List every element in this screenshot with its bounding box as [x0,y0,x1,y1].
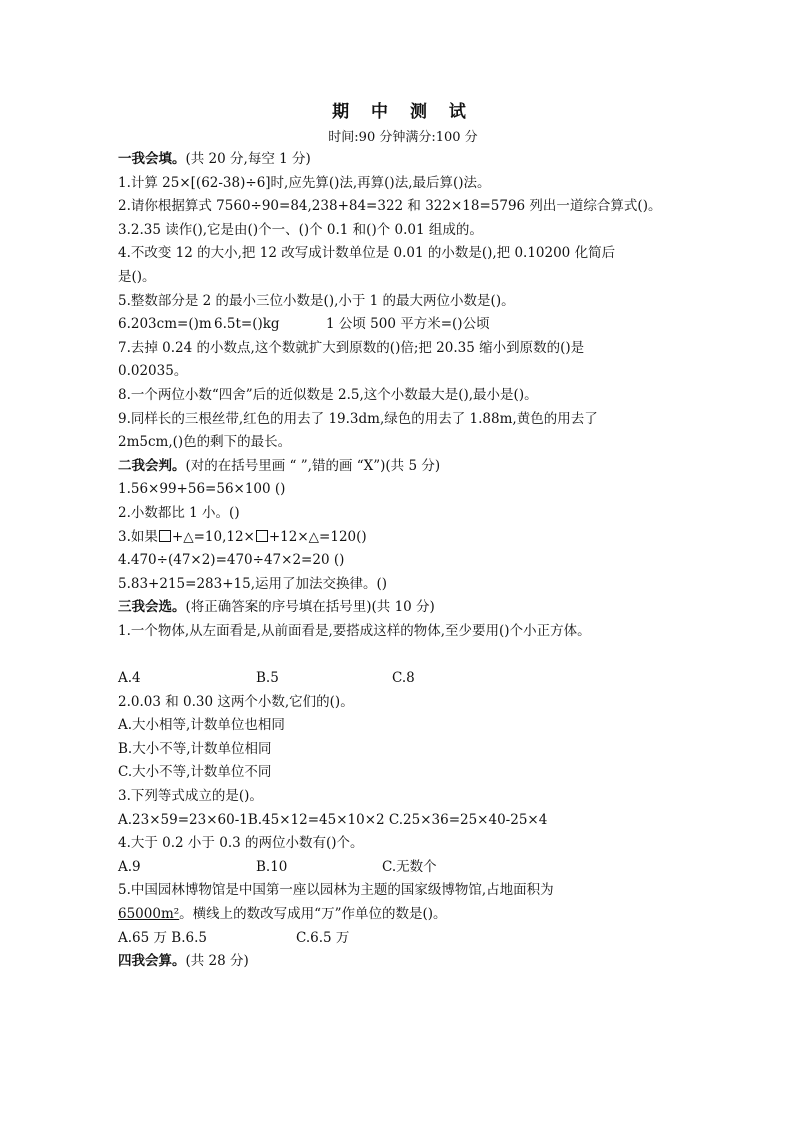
section-3-title: 三我会选。 [118,599,186,616]
question-1-6a: 6.203cm=()m [118,316,212,333]
section-4-heading [118,950,688,974]
question-3-1: 1.一个物体,从左面看是,从前面看是,要搭成这样的物体,至少要用()个小正方体。 [118,622,591,639]
question-3-2-option-a: A.大小相等,计数单位也相同 [118,717,285,734]
section-3-note: (将正确答案的序号填在括号里)(共 10 分) [185,599,435,616]
question-3-5: 5.中国园林博物馆是中国第一座以园林为主题的国家级博物馆,占地面积为 [118,882,554,899]
section-1-heading [118,148,688,172]
question-1-6c: 1 公顷 500 平方米=()公顷 [326,316,490,333]
question-1-6b: 6.5t=()kg [214,316,280,333]
option-ab: A.65 万 B.6.5 [118,929,207,946]
question-3-4: 4.大于 0.2 小于 0.3 的两位小数有()个。 [118,835,364,852]
question-3-1-options [118,667,688,691]
question-3-2-option-c: C.大小不等,计数单位不同 [118,764,272,781]
question-2-3-pre: 3.如果 [118,528,158,545]
question-1-3: 3.2.35 读作(),它是由()个一、()个 0.1 和()个 0.01 组成的。 [118,221,483,238]
question-1-9: 9.同样长的三根丝带,红色的用去了 19.3dm,绿色的用去了 1.88m,黄色的用去了 [118,410,598,427]
section-4-title: 四我会算。 [118,953,186,970]
option-b: B.5 [256,670,279,687]
question-2-4: 4.470÷(47×2)=470÷47×2=20 () [118,552,345,569]
page-title: 期 中 测 试 [332,102,474,122]
figure-space [118,643,688,667]
option-a: A.9 [118,858,141,875]
question-3-5-options [118,927,688,951]
question-3-3-options: A.23×59=23×60-1B.45×12=45×10×2 C.25×36=25×40-25×4 [118,811,548,828]
option-c: C.无数个 [382,858,437,875]
section-2-title: 二我会判。 [118,457,186,474]
question-2-5: 5.83+215=283+15,运用了加法交换律。() [118,575,388,592]
question-2-1: 1.56×99+56=56×100 () [118,481,286,498]
section-2-note: (对的在括号里画 “ ”,错的画 “X”)(共 5 分) [185,457,441,474]
question-1-7-cont: 0.02035。 [118,363,188,380]
square-symbol [256,530,268,542]
question-1-8: 8.一个两位小数“四舍”后的近似数是 2.5,这个小数最大是(),最小是()。 [118,386,538,403]
question-1-4-cont: 是()。 [118,268,156,285]
underlined-number: 65000m² [118,906,180,922]
section-1-title: 一我会填。 [118,151,186,167]
question-2-3-mid2: +12×△=120() [268,528,367,545]
question-1-2: 2.请你根据算式 7560÷90=84,238+84=322 和 322×18=5796 列出一道综合算式()。 [118,198,662,215]
question-2-3 [118,526,688,550]
square-symbol [159,530,171,542]
question-3-2: 2.0.03 和 0.30 这两个小数,它们的()。 [118,693,354,710]
section-4-note: (共 28 分) [185,953,249,970]
question-1-6 [118,313,688,337]
section-1-note: (共 20 分,每空 1 分) [185,151,311,167]
question-2-2: 2.小数都比 1 小。() [118,504,240,521]
question-3-4-options [118,856,688,880]
exam-page [118,100,688,974]
question-1-1: 1.计算 25×[(62-38)÷6]时,应先算()法,再算()法,最后算()法。 [118,174,491,191]
question-1-7: 7.去掉 0.24 的小数点,这个数就扩大到原数的()倍;把 20.35 缩小到原数的()是 [118,339,585,356]
option-c: C.8 [392,670,415,687]
section-2-heading [118,455,688,479]
question-1-4: 4.不改变 12 的大小,把 12 改写成计数单位是 0.01 的小数是(),把 0.10200 化简后 [118,245,616,262]
option-a: A.4 [118,670,141,687]
question-3-2-option-b: B.大小不等,计数单位相同 [118,740,272,757]
exam-info: 时间:90 分钟满分:100 分 [328,130,478,145]
question-3-5-rest: 。横线上的数改写成用“万”作单位的数是()。 [179,906,447,922]
question-3-5-cont [118,903,688,927]
question-3-3: 3.下列等式成立的是()。 [118,788,263,805]
section-3-heading [118,596,688,620]
option-c: C.6.5 万 [296,929,350,946]
option-b: B.10 [256,858,288,875]
question-2-3-mid1: +△=10,12× [171,528,255,545]
question-1-9-cont: 2m5cm,()色的剩下的最长。 [118,434,292,451]
question-1-5: 5.整数部分是 2 的最小三位小数是(),小于 1 的最大两位小数是()。 [118,292,515,309]
